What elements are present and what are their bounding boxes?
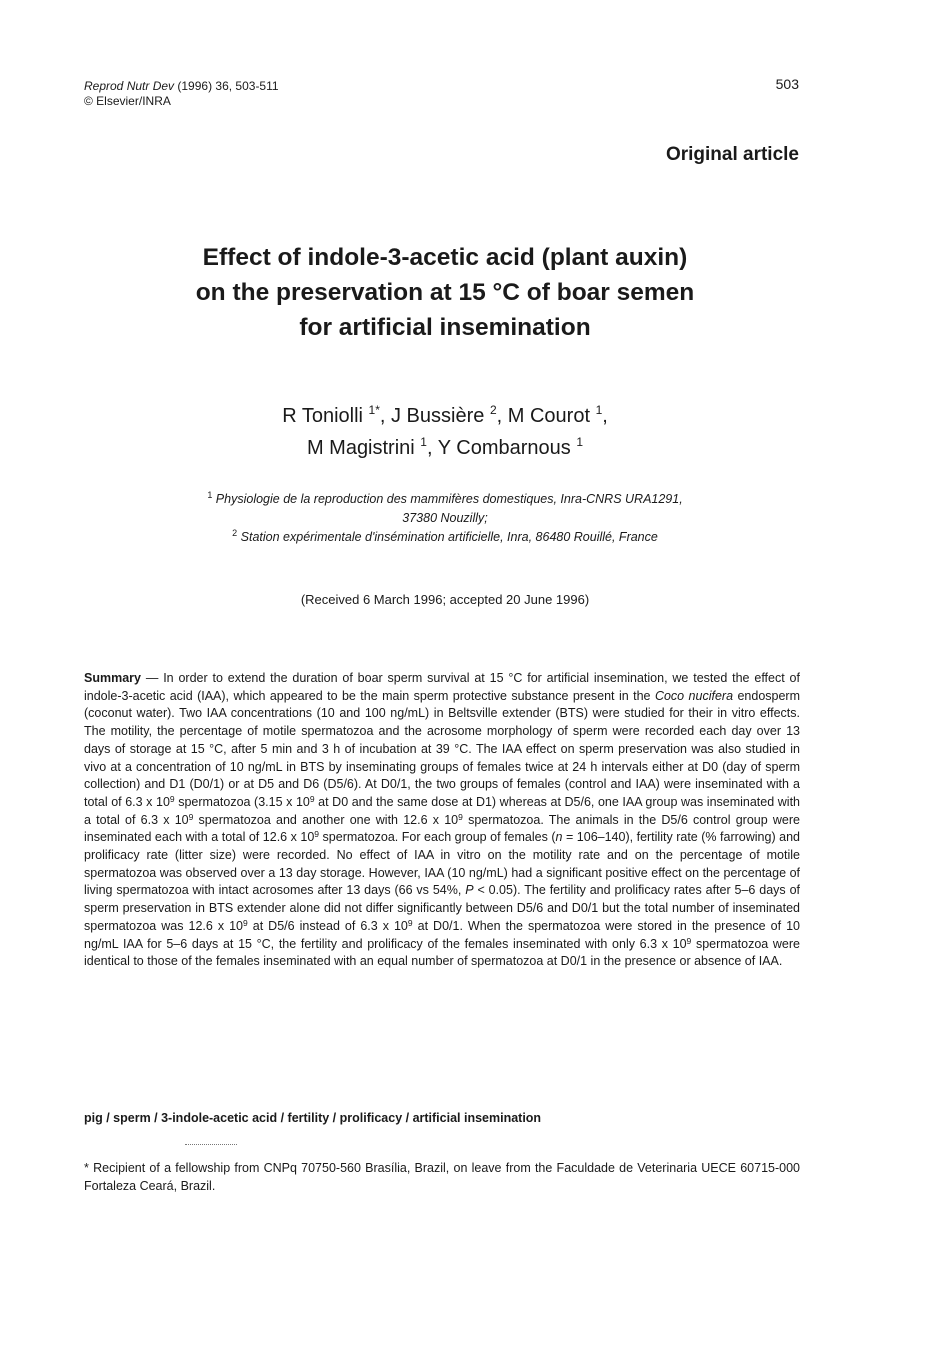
author-footnote: * Recipient of a fellowship from CNPq 70750-560 Brasília, Brazil, on leave from the Faculdade de Veterinaria UECE 60715-000 Fortaleza Ceará, Brazil.	[84, 1161, 800, 1193]
exponent: 9	[407, 917, 413, 928]
author-list	[140, 400, 750, 464]
summary-text: at D5/6 instead of 6.3 x 10	[247, 918, 408, 933]
summary-dash: —	[140, 671, 164, 685]
author-name: J Bussière	[391, 405, 485, 427]
publisher-line: © Elsevier/INRA	[84, 94, 171, 108]
article-type-label: Original article	[665, 144, 799, 165]
species-name: Coco nucifera	[654, 688, 734, 703]
author-separator: ,	[426, 437, 438, 459]
affiliation-list	[90, 490, 800, 547]
exponent: 9	[314, 829, 320, 840]
article-title	[100, 240, 790, 345]
summary-text: < 0.05). The fertility and prolificacy rates after 5–6 days of sperm preservation in BTS extender alone did not differ significantly between D5/6 and D0/1 but the total number of inseminated spermatozoa was 12.6 x 10	[84, 883, 800, 933]
affiliation-mark: 2	[232, 528, 238, 538]
title-line: on the preservation at 15 °C of boar semen	[195, 279, 695, 306]
exponent: 9	[169, 793, 175, 804]
author-line	[140, 432, 750, 464]
summary-text: spermatozoa were identical to those of the females inseminated with an equal number of spermatozoa at D0/1 in the presence or absence of IAA.	[84, 936, 800, 969]
page-number: 503	[775, 76, 799, 92]
footnote-divider	[185, 1144, 237, 1145]
title-line: for artificial insemination	[299, 314, 591, 341]
author-name: R Toniolli	[282, 405, 363, 427]
citation-details: (1996) 36, 503-511	[174, 79, 279, 93]
summary-text: spermatozoa and another one with 12.6 x 10	[193, 812, 459, 827]
summary-text: In order to extend the duration of boar sperm survival at 15 °C for artificial insemination, we tested the effect of indole-3-acetic acid (IAA), which appeared to be the main sperm protective substance present in the	[84, 671, 800, 703]
stat-symbol: n	[555, 830, 563, 845]
author-separator: ,	[602, 405, 608, 427]
author-line	[140, 400, 750, 432]
summary-abstract	[84, 670, 800, 971]
exponent: 9	[686, 935, 692, 946]
exponent: 9	[309, 793, 315, 804]
author-name: Y Combarnous	[437, 437, 571, 459]
author-affiliation-mark: 1	[420, 435, 427, 449]
exponent: 9	[188, 811, 194, 822]
author-affiliation-mark: 1	[576, 435, 584, 449]
author-affiliation-mark: 2	[489, 403, 497, 417]
summary-text: spermatozoa. The animals in the D5/6 control group were inseminated each with a total of 12.6 x 10	[84, 812, 800, 845]
affiliation	[90, 490, 800, 509]
stat-symbol: P	[465, 883, 474, 898]
affiliation	[90, 528, 800, 547]
summary-text: at D0/1. When the spermatozoa were stored in the presence of 10 ng/mL IAA for 5–6 days at 15 °C, the fertility and prolificacy of the females inseminated with only 6.3 x 10	[84, 918, 800, 951]
author-name: M Courot	[507, 405, 590, 427]
summary-text: endosperm (coconut water). Two IAA concentrations (10 and 100 ng/mL) in Beltsville extender (BTS) were studied for their in vitro effects. The motility, the percentage of motile spermatozoa and the acrosome morphology of sperm were recorded each day over 13 days of storage at 15 °C, after 5 min and 3 h of incubation at 39 °C. The IAA effect on sperm preservation was also studied in vivo at a concentration of 10 ng/mL in BTS by inseminating groups of females twice at 24 h intervals either at D0 (day of sperm collection) and D1 (D0/1) or at D5 and D6 (D5/6). At D0/1, the two groups of females (control and IAA) were inseminated with a total of 6.3 x 10	[84, 688, 800, 809]
summary-text: spermatozoa. For each group of females (	[319, 830, 556, 845]
summary-text: spermatozoa (3.15 x 10	[174, 794, 310, 809]
summary-text: at D0 and the same dose at D1) whereas at D5/6, one IAA group was inseminated with a total of 6.3 x 10	[84, 794, 800, 827]
author-separator: ,	[379, 405, 391, 427]
summary-label: Summary	[84, 671, 141, 685]
keywords-line: pig / sperm / 3-indole-acetic acid / fertility / prolificacy / artificial insemination	[84, 1111, 542, 1125]
journal-citation	[84, 79, 279, 94]
exponent: 9	[243, 917, 248, 928]
affiliation-text: Station expérimentale d'insémination artificielle, Inra, 86480 Rouillé, France	[237, 530, 658, 544]
summary-text: = 106–140), fertility rate (% farrowing) and prolificacy rate (litter size) were recorded. No effect of IAA in vitro on the motility rate and on the percentage of motile spermatozoa was observed over a 13 day storage. However, IAA (10 ng/mL) had a significant positive effect on the percentage of living spermatozoa with intact acrosomes after 13 days (66 vs 54%,	[84, 830, 800, 898]
affiliation-mark: 1	[207, 490, 213, 500]
affiliation-text: Physiologie de la reproduction des mammifères domestiques, Inra-CNRS URA1291,	[212, 492, 683, 506]
affiliation	[90, 509, 800, 528]
author-name: M Magistrini	[306, 437, 415, 459]
journal-name: Reprod Nutr Dev	[84, 79, 175, 93]
author-separator: ,	[496, 405, 508, 427]
exponent: 9	[458, 811, 463, 822]
author-affiliation-mark: 1*	[368, 403, 380, 417]
affiliation-text: 37380 Nouzilly;	[402, 511, 488, 525]
received-dates: (Received 6 March 1996; accepted 20 June 1996)	[300, 592, 590, 607]
author-affiliation-mark: 1	[595, 403, 603, 417]
title-line: Effect of indole-3-acetic acid (plant auxin)	[202, 244, 688, 271]
